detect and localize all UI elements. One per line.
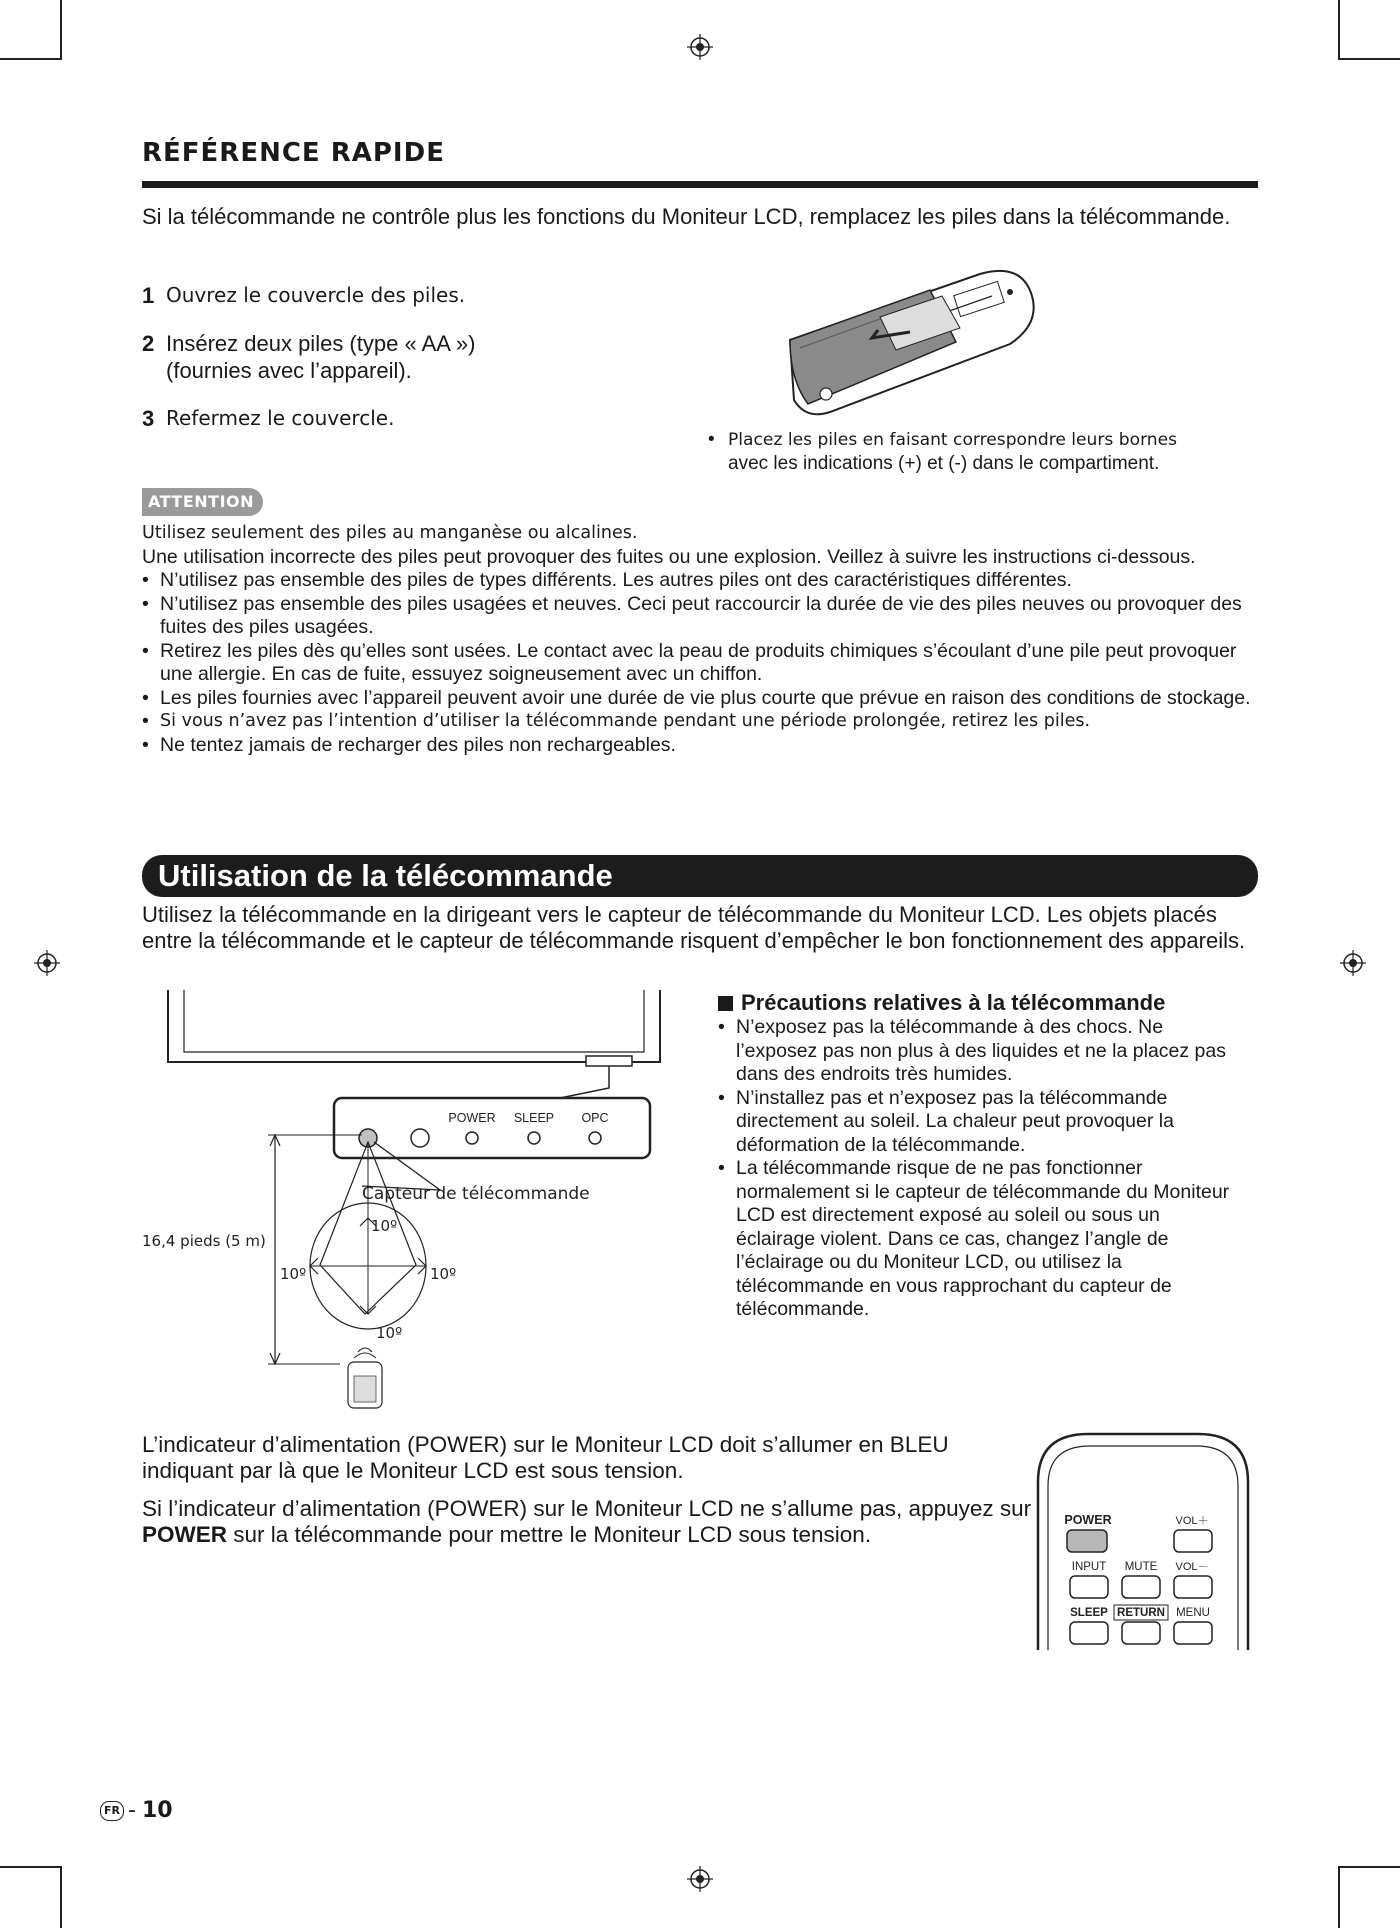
bullet: • [708, 429, 715, 450]
attention-item-text: Les piles fournies avec l’appareil peuvent avoir une durée de vie plus courte que prévue en raison des conditions de stockage. [160, 686, 1251, 709]
attention-block [142, 522, 1260, 757]
precautions-title-text: Précautions relatives à la télécommande [741, 990, 1166, 1015]
bullet: • [718, 1157, 725, 1179]
attention-line: Une utilisation incorrecte des piles peut provoquer des fuites ou une explosion. Veillez à suivre les instructions ci-dessous. [142, 545, 1196, 568]
panel-label-sleep: SLEEP [513, 1111, 555, 1125]
remote-battery-illustration [760, 262, 1040, 422]
remote-menu-label: MENU [1176, 1607, 1210, 1619]
step-number: 2 [142, 331, 155, 356]
bullet: • [142, 592, 149, 615]
attention-item-text: Si vous n’avez pas l’intention d’utiliser la télécommande pendant une période prolongée, retirez les piles. [160, 711, 1091, 731]
usage-banner: Utilisation de la télécommande [142, 855, 1258, 897]
bullet: • [718, 1016, 725, 1038]
attention-item [142, 640, 1260, 687]
attention-item [142, 710, 1260, 734]
angle-label: 10º [371, 1217, 398, 1235]
crop-mark [1338, 1866, 1400, 1868]
step-3 [142, 405, 702, 432]
battery-placement-note [708, 428, 1228, 476]
angle-label: 10º [430, 1265, 457, 1283]
power-keyword: POWER [142, 1522, 228, 1547]
bullet: • [142, 639, 149, 662]
bullet: • [718, 1086, 725, 1109]
crop-mark [0, 58, 62, 60]
precaution-item [718, 1157, 1238, 1322]
battery-intro: Si la télécommande ne contrôle plus les fonctions du Moniteur LCD, remplacez les piles dans la télécommande. [142, 204, 1231, 229]
power-paragraph [142, 1496, 1042, 1548]
step-text [166, 330, 475, 384]
registration-mark-icon [687, 1866, 713, 1892]
page-number: 10 [141, 1798, 173, 1823]
precaution-text: N’installez pas et n’exposez pas la télécommande directement au soleil. La chaleur peut provoquer la déformation de la télécommande. [736, 1086, 1174, 1156]
bullet: • [142, 710, 149, 732]
attention-item [142, 569, 1260, 593]
power-paragraph: L’indicateur d’alimentation (POWER) sur le Moniteur LCD doit s’allumer en BLEU indiquant par là que le Moniteur LCD est sous tension. [142, 1432, 949, 1483]
panel-label-power: POWER [448, 1111, 496, 1125]
step-number: 1 [142, 283, 155, 308]
precautions-list [718, 1016, 1238, 1322]
attention-item-text: Retirez les piles dès qu’elles sont usées. Le contact avec la peau de produits chimiques s’écoulant d’une pile peut provoquer une allergie. En cas de fuite, essuyez soigneusement avec un chiffon. [160, 639, 1237, 685]
precaution-text: La télécommande risque de ne pas fonctionner normalement si le capteur de télécommande du Moniteur LCD est directement exposé au soleil ou sous un éclairage violent. Dans ce cas, changez l’angle de l’éclairage ou du Moniteur LCD, ou utilisez la télécommande en vous rapprochant du capteur de télécommande. [736, 1157, 1230, 1320]
footer-separator: - [128, 1798, 136, 1823]
step-2 [142, 330, 702, 384]
precaution-item [718, 1016, 1238, 1087]
crop-mark [0, 1866, 62, 1868]
power-paragraph-text: sur la télécommande pour mettre le Moniteur LCD sous tension. [227, 1522, 872, 1547]
precaution-item [718, 1087, 1238, 1158]
remote-power-button [1067, 1530, 1107, 1552]
battery-steps [142, 282, 702, 453]
power-paragraph-text: Si l’indicateur d’alimentation (POWER) sur le Moniteur LCD ne s’allume pas, appuyez sur [142, 1496, 1032, 1521]
remote-power-label: POWER [1064, 1513, 1112, 1527]
sensor-label: Capteur de télécommande [362, 1184, 590, 1204]
step-text: Refermez le couvercle. [166, 406, 395, 430]
angle-label: 10º [376, 1324, 403, 1342]
attention-line: Utilisez seulement des piles au manganèse ou alcalines. [142, 523, 638, 543]
step-number: 3 [142, 406, 155, 431]
crop-mark [60, 1866, 62, 1928]
remote-return-label: RETURN [1117, 1607, 1165, 1619]
precautions-title [718, 990, 1238, 1016]
remote-vol-minus-label: VOL－ [1175, 1561, 1209, 1573]
registration-mark-icon [34, 950, 60, 976]
section-title: RÉFÉRENCE RAPIDE [142, 138, 445, 168]
step-text-line: (fournies avec l’appareil). [166, 358, 412, 383]
remote-vol-plus-label: VOL＋ [1175, 1515, 1209, 1527]
attention-item-text: N’utilisez pas ensemble des piles de types différents. Les autres piles ont des caractéristiques différentes. [160, 569, 1072, 591]
remote-precautions [718, 990, 1238, 1322]
language-badge: FR [100, 1801, 124, 1821]
bullet: • [142, 733, 149, 756]
attention-item [142, 593, 1260, 640]
bullet: • [142, 686, 149, 709]
step-1 [142, 282, 702, 309]
bullet: • [142, 569, 149, 591]
attention-item-text: N’utilisez pas ensemble des piles usagées et neuves. Ceci peut raccourcir la durée de vie des piles neuves ou provoquer des fuites des piles usagées. [160, 592, 1242, 638]
attention-badge: ATTENTION [142, 488, 263, 516]
angle-label: 10º [280, 1265, 307, 1283]
attention-list [142, 569, 1260, 757]
crop-mark [1338, 0, 1340, 60]
attention-item [142, 687, 1260, 711]
distance-label: 16,4 pieds (5 m) [142, 1232, 266, 1250]
note-line: avec les indications (+) et (-) dans le compartiment. [728, 453, 1160, 474]
usage-intro: Utilisez la télécommande en la dirigeant vers le capteur de télécommande du Moniteur LCD. Les objets placés entre la télécommande et le capteur de télécommande risquent d’empêcher le bon fonctionnement des appareils. [142, 902, 1246, 953]
square-bullet-icon [718, 996, 733, 1011]
remote-input-label: INPUT [1071, 1561, 1107, 1573]
remote-sleep-label: SLEEP [1070, 1607, 1108, 1619]
registration-mark-icon [1340, 950, 1366, 976]
page-footer [100, 1798, 173, 1823]
attention-item-text: Ne tentez jamais de recharger des piles non rechargeables. [160, 733, 676, 756]
step-text-line: Insérez deux piles (type « AA ») [166, 331, 476, 356]
title-rule [142, 181, 1258, 188]
note-row [708, 428, 1228, 476]
crop-mark [60, 0, 62, 60]
remote-mute-label: MUTE [1124, 1561, 1158, 1573]
crop-mark [1338, 58, 1400, 60]
crop-mark [1338, 1866, 1340, 1928]
power-indicator-info [142, 1432, 1042, 1560]
registration-mark-icon [687, 34, 713, 60]
remote-control-closeup [1034, 1432, 1252, 1652]
step-text: Ouvrez le couvercle des piles. [166, 283, 466, 307]
precaution-text: N’exposez pas la télécommande à des chocs. Ne l’exposez pas non plus à des liquides et ne la placez pas dans des endroits très humides. [736, 1016, 1226, 1085]
note-text [728, 428, 1177, 476]
note-line: Placez les piles en faisant correspondre leurs bornes [728, 430, 1178, 450]
panel-label-opc: OPC [581, 1111, 609, 1125]
remote-sensor-diagram [140, 990, 700, 1410]
attention-item [142, 734, 1260, 758]
